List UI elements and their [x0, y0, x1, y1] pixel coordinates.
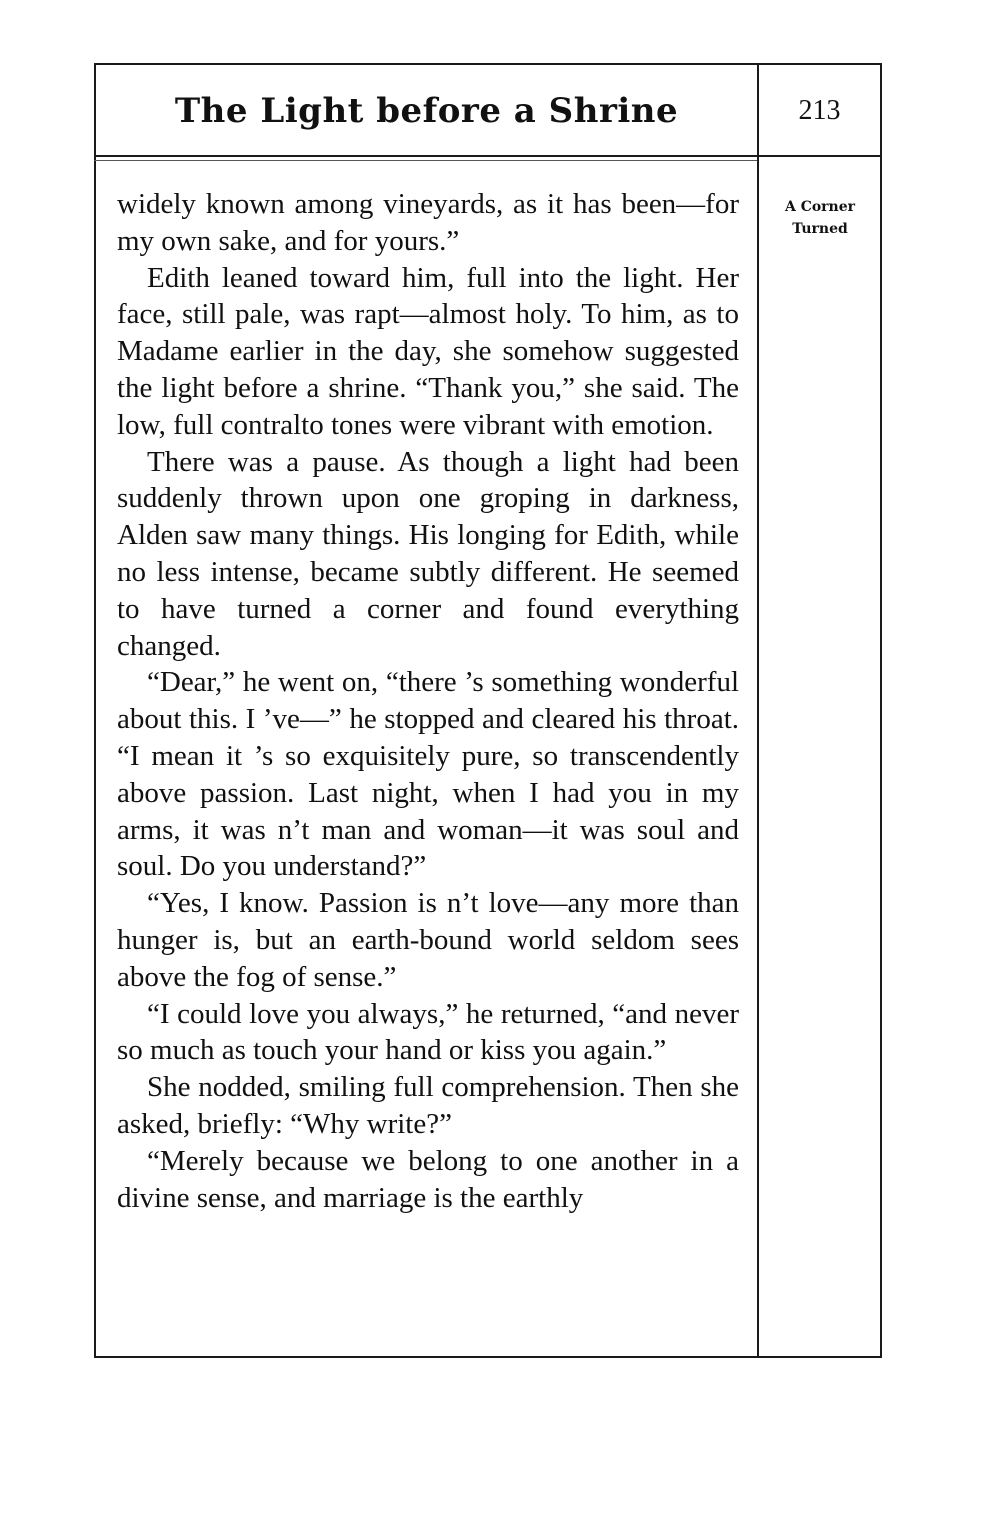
paragraph: She nodded, smiling full comprehension. Then she asked, briefly: “Why write?” [117, 1071, 739, 1140]
running-title: The Light before a Shrine [174, 90, 679, 131]
paragraph: “Dear,” he went on, “there ’s something wonderful about this. I ’ve—” he stopped and cleared his throat. “I mean it ’s so exquisitely pure, so transcendently above passion. Last night, when I had you in my arms, it was n’t man and woman—it was soul and soul. Do you understand?” [117, 666, 739, 883]
paragraph: widely known among vineyards, as it has been—for my own sake, and for yours.” [117, 188, 739, 257]
paragraph: “Yes, I know. Passion is n’t love—any more than hunger is, but an earth-bound world seldom sees above the fog of sense.” [117, 887, 739, 993]
header-divider-inner [94, 160, 757, 161]
paragraph: “Merely because we belong to one another in a divine sense, and marriage is the earthly [117, 1144, 739, 1214]
margin-note [762, 196, 878, 240]
margin-note-line-1: A Corner [784, 199, 856, 215]
body-text [117, 186, 739, 1216]
paragraph: “I could love you always,” he returned, “and never so much as touch your hand or kiss you again.” [117, 997, 739, 1067]
header-divider [94, 155, 882, 157]
margin-divider [757, 63, 759, 1358]
paragraph: Edith leaned toward him, full into the light. Her face, still pale, was rapt—almost holy. To him, as to Madame earlier in the day, she somehow suggested the light before a shrine. “Thank you,” she said. The low, full contralto tones were vibrant with emotion. [117, 261, 739, 441]
page-number: 213 [798, 94, 841, 126]
margin-note-line-2: Turned [792, 221, 848, 237]
paragraph: There was a pause. As though a light had been suddenly thrown upon one groping in darkness, Alden saw many things. His longing for Edith, while no less intense, became subtly different. He seemed to have turned a corner and found everything changed. [117, 445, 739, 662]
